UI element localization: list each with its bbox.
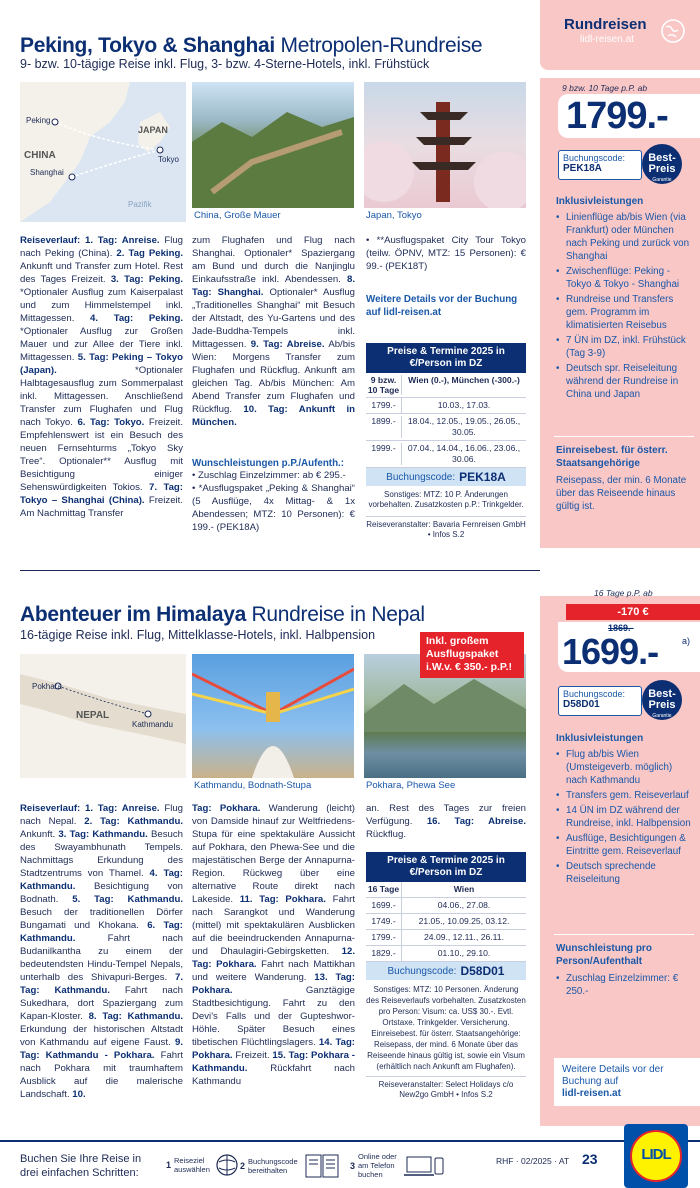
trip1-einreise-divider: [554, 436, 694, 437]
trip2-old-price: 1869.-: [608, 623, 634, 633]
lidl-logo: LIDL: [624, 1124, 688, 1188]
best-price-badge: Best- Preis Garantie: [642, 144, 682, 184]
list-item: • 14 ÜN im DZ während der Rundreise, inkl. Halbpension: [556, 804, 692, 830]
trip1-price-note: 9 bzw. 10 Tage p.P. ab: [562, 83, 648, 93]
trip1-title: Peking, Tokyo & Shanghai Metropolen-Rundreise: [20, 34, 483, 57]
trip1-wunsch-line: • Zuschlag Einzelzimmer: ab € 295.-: [192, 470, 346, 481]
trip2-price-note: 16 Tage p.P. ab: [594, 588, 653, 598]
footer-text: Buchen Sie Ihre Reise in drei einfachen Schritten:: [20, 1153, 142, 1179]
list-item: • Ausflüge, Besichtigungen & Eintritte gem. Reiseverlauf: [556, 832, 692, 858]
trip1-itinerary-col2: zum Flughafen und Flug nach Shanghai. Optionaler* Spaziergang am Bund und durch die Nanjinglu Einkaufsstraße inkl. Abendessen. 8. Tag: Shanghai. Optionaler* Ausflug „Traditionelles Shanghai“ mit Besuch der Altstadt, des Yu-Gartens und des Jade-Buddha-Tempels inkl. Mittagessen. 9. Tag: Abreise. Ab/bis Wien: Morgens Transfer zum Flughafen und Rückflug. Ankunft am gleichen Tag. Ab/bis München: Am Abend Transfer zum Flughafen und Rückflug. 10. Tag: Ankunft in München.: [192, 235, 355, 428]
list-item: • Rundreise und Transfers gem. Programm im klimatisierten Reisebus: [556, 293, 692, 332]
footer-step-3: 3 Online oder am Telefon buchen: [350, 1152, 444, 1179]
trip2-itinerary-col2: Tag: Pokhara. Wanderung (leicht) von Damside hinauf zur Weltfriedens-Stupa für eine spektakuläre Aussicht auf Pokhara, den Phewa-See und die majestätischen Berge der Annapurna-Region. Rückweg über eine alternative Route direkt nach Lakeside. 11. Tag: Pokhara. Fahrt nach Sarangkot und Wanderung (mittel) mit spektakulären Ausblicken auf die beeindruckenden Annapurna- und Dhaulagiri-Gebirgsketten. 12. Tag: Pokhara. Fahrt nach Mattikhan und weitere Wanderung. 13. Tag: Pokhara. Ganztägige Stadtbesichtigung. Fahrt zu den Devi's Falls und der Gupteshwor-Höhle. Später Besuch eines tibetischen Flüchtlingslagers. 14. Tag: Pokhara. Freizeit. 15. Tag: Pokhara - Kathmandu. Rückfahrt nach Kathmandu: [192, 803, 355, 1087]
trip1-sonstiges: Sonstiges: MTZ: 10 P. Änderungen vorbehalten. Zusatzkosten p.P.: Trinkgelder.: [368, 490, 524, 509]
trip2-col3-top: an. Rest des Tages zur freien Verfügung. 16. Tag: Abreise. Rückflug.: [366, 803, 526, 840]
map-label-kathmandu: Kathmandu: [132, 720, 173, 729]
trip1-photo-great-wall: [192, 82, 354, 208]
table-row: 1699.- 04.06., 27.08.: [366, 898, 526, 914]
trip1-einreise-title: Einreisebest. für österr. Staatsangehörige: [556, 445, 668, 469]
trip1-price-table: [366, 343, 526, 540]
trip1-price-box: [558, 94, 700, 138]
list-item: • 7 ÜN im DZ, inkl. Frühstück (Tag 3-9): [556, 334, 692, 360]
trip1-incl-list: [556, 211, 692, 403]
trip2-title: Abenteuer im Himalaya Rundreise in Nepal: [20, 603, 425, 626]
footer-meta: RHF · 02/2025 · AT: [496, 1156, 570, 1166]
trip1-caption-2: Japan, Tokyo: [366, 210, 422, 221]
table-row: 1799.- 10.03., 17.03.: [366, 398, 526, 414]
table-row: 1799.- 24.09., 12.11., 26.11.: [366, 930, 526, 946]
brochure-icon: [304, 1152, 340, 1180]
list-item: • Transfers gem. Reiseverlauf: [556, 789, 692, 802]
trip1-side-code: Buchungscode: PEK18A: [558, 150, 642, 180]
booking-code-bar: Buchungscode: PEK18A: [366, 468, 526, 486]
trip2-promo-banner: Inkl. großem Ausflugspaket i.W.v. € 350.- p.P.!: [420, 632, 524, 678]
map-label-tokyo: Tokyo: [158, 155, 179, 164]
trip2-details-box[interactable]: Weitere Details vor der Buchung auf lidl-reisen.at: [554, 1058, 700, 1106]
footer-step-2: 2 Buchungscode bereithalten: [240, 1152, 340, 1180]
trip2-veranstalter: Reiseveranstalter: Select Holidays c/o New2go GmbH • Infos S.2: [366, 1076, 526, 1100]
trip2-incl-list: [556, 748, 692, 888]
trip1-wunsch: [192, 458, 355, 534]
table-row: 1749.- 21.05., 10.09.25, 03.12.: [366, 914, 526, 930]
trip1-map: [20, 82, 186, 222]
list-item: • Flug ab/bis Wien (Umsteigeverb. möglich) nach Kathmandu: [556, 748, 692, 787]
trip2-map: [20, 654, 186, 778]
trip2-price-box: [558, 622, 700, 672]
trip2-subtitle: 16-tägige Reise inkl. Flug, Mittelklasse-Hotels, inkl. Halbpension: [20, 628, 376, 642]
trip2-caption-1: Kathmandu, Bodnath-Stupa: [194, 780, 312, 791]
globe-icon: [660, 18, 686, 44]
trip1-einreise-text: Reisepass, der min. 6 Monate über das Reiseende hinaus gültig ist.: [556, 475, 687, 512]
list-item: • Zuschlag Einzelzimmer: € 250.-: [556, 972, 692, 998]
trip2-wunsch-list: [556, 972, 692, 1000]
trip1-wunsch-line: • *Ausflugspaket „Peking & Shanghai“ (5 Ausflüge, 4x Mittag- & 1x Abendessen; MTZ: 10 Personen): € 199.- (PEK18A): [192, 483, 355, 533]
best-price-badge: Best- Preis Garantie: [642, 680, 682, 720]
trip1-itinerary-col1: Reiseverlauf: 1. Tag: Anreise. Flug nach Peking (China). 2. Tag Peking. Ankunft und Transfer zum Hotel. Rest des Tages Freizeit. 3. Tag: Peking. *Optionaler Ausflug zum Kaiserpalast und zum Himmelstempel inkl. Mittagessen. 4. Tag: Peking. *Optionaler Ausflug zur Großen Mauer und zur Allee der Tiere inkl. Mittagessen. 5. Tag: Peking – Tokyo (Japan). *Optionaler Halbtagesausflug zum Sommerpalast inkl. Mittagessen. Anschließend Transfer zum Flughafen und Flug nach Tokyo. 6. Tag: Tokyo. Freizeit. Empfehlenswert ist ein Besuch des neuen Fernsehturms „Tokyo Sky Tree“. Optionaler** Ausflug mit Besichtigung einiger Sehenswürdigkeiten Tokios. 7. Tag: Tokyo – Shanghai (China). Freizeit. Am Nachmittag Transfer: [20, 235, 183, 519]
table-header: 16 Tage Wien: [366, 882, 526, 898]
map-label-shanghai: Shanghai: [30, 168, 64, 177]
trip2-side-code: Buchungscode: D58D01: [558, 686, 642, 716]
trip2-incl-title: Inklusivleistungen: [556, 733, 644, 744]
table-header: 9 bzw. 10 Tage Wien (0.-), München (-300.-): [366, 373, 526, 398]
footer-step-1: 1 Reiseziel auswählen: [166, 1152, 240, 1178]
footer-divider: [0, 1140, 700, 1142]
list-item: • Deutsch spr. Reiseleitung während der Rundreise in China und Japan: [556, 362, 692, 401]
trip2-caption-2: Pokhara, Phewa See: [366, 780, 456, 791]
trip2-photo-stupa: [192, 654, 354, 778]
trip2-wunsch-title: Wunschleistung pro Person/Aufenthalt: [556, 943, 652, 967]
list-item: • Deutsch sprechende Reiseleitung: [556, 860, 692, 886]
trip1-wunsch-title: Wunschleistungen p.P./Aufenth.:: [192, 458, 345, 469]
table-title: Preise & Termine 2025 in €/Person im DZ: [366, 343, 526, 373]
trip1-price: 1799.-: [566, 95, 668, 137]
table-title: Preise & Termine 2025 in €/Person im DZ: [366, 852, 526, 882]
trip2-price-sup: a): [682, 636, 691, 646]
page-number: 23: [582, 1151, 598, 1167]
trip2-discount-tag: -170 €: [566, 604, 700, 620]
trip1-photo-tokyo: [364, 82, 526, 208]
list-item: • Zwischenflüge: Peking - Tokyo & Tokyo - Shanghai: [556, 265, 692, 291]
map-label-japan: JAPAN: [138, 125, 168, 135]
booking-code-bar: Buchungscode: D58D01: [366, 962, 526, 980]
map-label-peking: Peking: [26, 116, 51, 125]
trip2-wunsch-divider: [554, 934, 694, 935]
trip1-caption-1: China, Große Mauer: [194, 210, 281, 221]
section-site: lidl-reisen.at: [580, 34, 634, 45]
table-row: 1999.- 07.04., 14.04., 16.06., 23.06., 30.06.: [366, 441, 526, 468]
trip1-veranstalter: Reiseveranstalter: Bavaria Fernreisen GmbH • Infos S.2: [366, 516, 526, 540]
globe-icon: [214, 1152, 240, 1178]
trip2-itinerary-col1: Reiseverlauf: 1. Tag: Anreise. Flug nach Nepal. 2. Tag: Kathmandu. Ankunft. 3. Tag: Kathmandu. Besuch des Swayambhunath Tempels. Nachmittags Erkundung des Stadtzentrums von Thamel. 4. Tag: Kathmandu. Besichtigung von Bodnath. 5. Tag: Kathmandu. Besuch der traditionellen Dörfer Bungamati und Khokana. 6. Tag: Kathmandu. Fahrt nach Budanilkantha zu einem der bedeutendsten Hindu-Tempel Nepals, unterhalb des Shivapuri-Berges. 7. Tag: Kathmandu. Fahrt nach Sukedhara, dort Spaziergang zum Kapan-Kloster. 8. Tag: Kathmandu. Erkundung der historischen Altstadt von Kathmandu auf eigene Faust. 9. Tag: Kathmandu - Pokhara. Fahrt nach Pokhara mit traumhaftem Ausblick auf die malerische Landschaft. 10.: [20, 803, 183, 1100]
trip1-col3-top: • **Ausflugspaket City Tour Tokyo (teilw. ÖPNV, MTZ: 15 Personen): € 99.- (PEK18T): [366, 235, 526, 272]
trip1-incl-title: Inklusivleistungen: [556, 196, 644, 207]
map-label-nepal: NEPAL: [76, 710, 110, 721]
section-title: Rundreisen: [564, 16, 647, 33]
table-row: 1829.- 01.10., 29.10.: [366, 946, 526, 962]
map-label-pokhara: Pokhara: [32, 682, 62, 691]
laptop-phone-icon: [404, 1153, 444, 1179]
map-label-china: CHINA: [24, 150, 56, 161]
trip1-subtitle: 9- bzw. 10-tägige Reise inkl. Flug, 3- bzw. 4-Sterne-Hotels, inkl. Frühstück: [20, 57, 430, 71]
map-label-pazifik: Pazifik: [128, 200, 152, 209]
trip1-details-link[interactable]: Weitere Details vor der Buchung auf lidl-reisen.at: [366, 294, 518, 318]
trip2-price: 1699.-: [562, 631, 659, 672]
section-divider: [20, 570, 540, 571]
list-item: • Linienflüge ab/bis Wien (via Frankfurt) oder München nach Peking und zurück von Shanghai: [556, 211, 692, 263]
trip2-price-table: [366, 852, 526, 1100]
table-row: 1899.- 18.04., 12.05., 19.05., 26.05., 30.05.: [366, 414, 526, 441]
trip2-sonstiges: Sonstiges: MTZ: 10 Personen. Änderung des Reiseverlaufs vorbehalten. Zusatzkosten pro Person: Visum: ca. US$ 30.-. Evtl. Ortstaxe. Trinkgelder. Versicherung. Einreisebest. für österr. Staatsangehörige: Reisepass, der mind. 6 Monate über das Reiseende hinaus gültig ist, sowie ein Visum (erhältlich nach Ankunft am Flughafen).: [366, 985, 526, 1071]
section-ribbon: [540, 0, 700, 70]
